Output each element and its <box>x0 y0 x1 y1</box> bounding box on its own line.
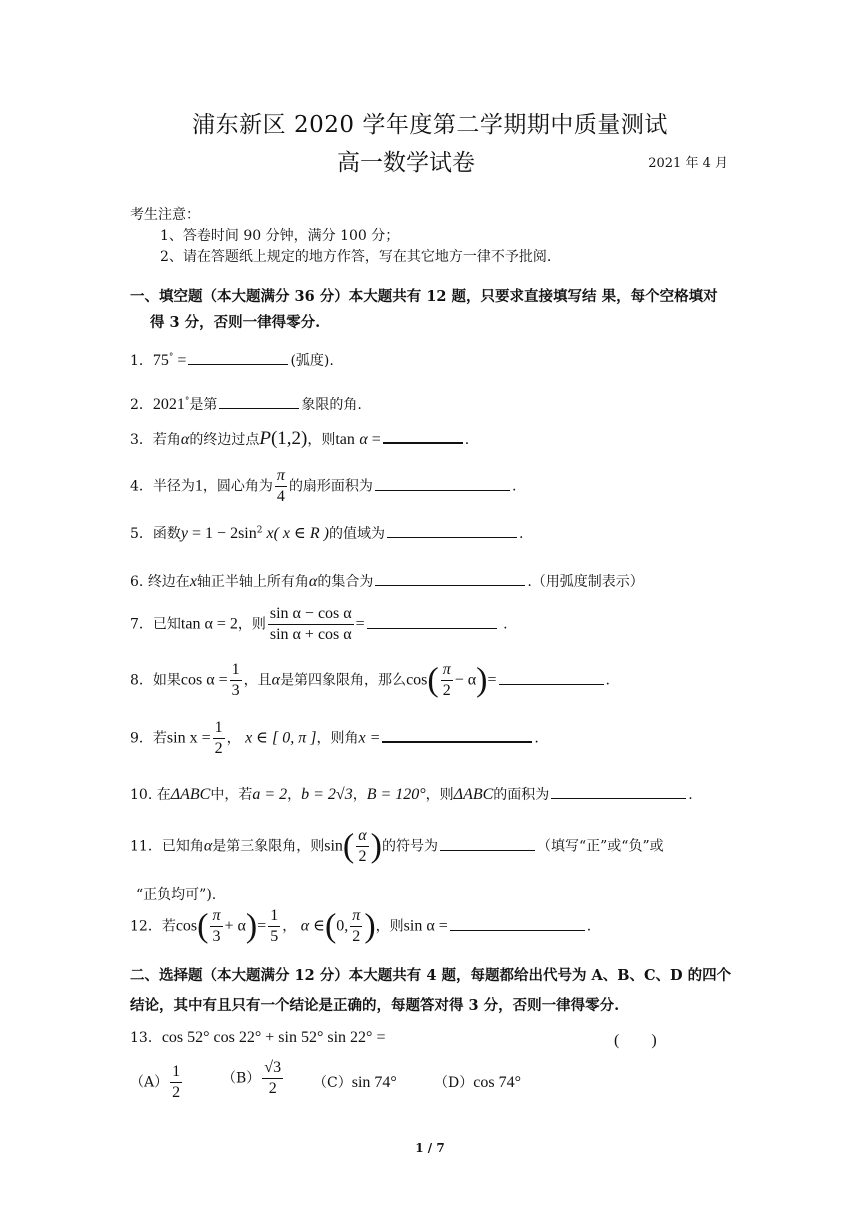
section-1-header: 一、填空题（本大题满分 36 分）本大题共有 12 题，只要求直接填写结 果，每个空格填对 <box>130 288 718 305</box>
answer-blank[interactable] <box>440 836 535 851</box>
answer-paren[interactable]: ( ) <box>614 1032 657 1049</box>
option-a[interactable]: （A） $\frac{1}{2}$ <box>130 1063 181 1101</box>
question-5: 5．函数$y = 1 - 2\sin^2$ x( x ∈ R )的值域为 . <box>130 525 524 542</box>
answer-blank[interactable] <box>219 394 299 409</box>
question-1: 1．75° = (弧度). <box>130 352 334 369</box>
question-2: 2．2021°是第 象限的角. <box>130 396 362 413</box>
option-d[interactable]: （D）cos 74° <box>434 1074 521 1091</box>
question-3: 3．若角α的终边过点P(1,2)，则tan α = . <box>130 428 470 449</box>
fraction: $\frac{\pi}{2}$ <box>352 907 361 945</box>
question-11: 11．已知角α是第三象限角，则sin( $\frac{\alpha}{2}$ )的符号为 （填写“正”或“负”或 <box>130 827 664 865</box>
notice-heading: 考生注意： <box>130 207 200 223</box>
option-b[interactable]: （B） $\frac{√3}{2}$ <box>222 1059 282 1097</box>
fraction: $\frac{\pi}{4}$ <box>276 467 285 505</box>
notice-item: 1、答卷时间 90 分钟，满分 100 分； <box>160 228 400 244</box>
question-9: 9．若sin x = $\frac{1}{2}$ ， x ∈ [ 0, π ]，则角x = . <box>130 719 539 757</box>
answer-blank[interactable] <box>375 571 525 586</box>
answer-blank[interactable] <box>387 523 517 538</box>
fraction: $\frac{1}{2}$ <box>172 1063 181 1101</box>
answer-blank[interactable] <box>375 476 510 491</box>
fraction: $\frac{1}{5}$ <box>270 907 279 945</box>
question-11-cont: “正负均可”). <box>136 887 217 903</box>
question-10: 10. 在ΔABC中，若a = 2，b = 2√3，B = 120°，则ΔABC的面积为 . <box>130 786 693 803</box>
answer-blank[interactable] <box>499 670 604 685</box>
exam-title: 浦东新区 2020 学年度第二学期期中质量测试 <box>192 112 668 138</box>
fraction: $\frac{√3}{2}$ <box>264 1059 282 1097</box>
exam-subtitle: 高一数学试卷 <box>337 150 475 176</box>
fraction: $\frac{\text{sin α − cos α}}{\text{sin α + cos α}}$ <box>269 605 352 643</box>
answer-blank[interactable] <box>383 428 463 444</box>
section-2-header-cont: 结论，其中有且只有一个结论是正确的，每题答对得 3 分，否则一律得零分. <box>130 997 620 1014</box>
answer-blank[interactable] <box>551 784 686 799</box>
page-number: 1 / 7 <box>415 1141 445 1155</box>
answer-blank[interactable] <box>450 916 585 931</box>
answer-blank[interactable] <box>367 614 497 629</box>
question-7: 7．已知tan α = 2，则 $\frac{\text{sin α − cos α}}{\text{sin α + cos α}}$ = . <box>130 605 508 643</box>
fraction: $\frac{\pi}{2}$ <box>442 661 451 699</box>
answer-blank[interactable] <box>382 727 532 743</box>
question-4: 4．半径为1，圆心角为 $\frac{\pi}{4}$ 的扇形面积为 . <box>130 467 517 505</box>
section-2-header: 二、选择题（本大题满分 12 分）本大题共有 4 题，每题都给出代号为 A、B、C、D 的四个 <box>130 967 732 984</box>
fraction: $\frac{\alpha}{2}$ <box>358 827 367 865</box>
notice-item: 2、请在答题纸上规定的地方作答，写在其它地方一律不予批阅. <box>160 249 552 265</box>
question-12: 12．若cos( $\frac{\pi}{3}$ + α)= $\frac{1}{5}$ ， α ∈(0, $\frac{\pi}{2}$ )，则sin α = . <box>130 907 592 945</box>
question-6: 6. 终边在x轴正半轴上所有角α的集合为 .（用弧度制表示） <box>130 573 644 590</box>
option-c[interactable]: （C）sin 74° <box>313 1074 397 1091</box>
question-8: 8．如果cos α = $\frac{1}{3}$ ，且α是第四象限角，那么cos( $\frac{\pi}{2}$ − α)= . <box>130 661 610 699</box>
fraction: $\frac{1}{2}$ <box>214 719 223 757</box>
section-1-header-cont: 得 3 分，否则一律得零分. <box>150 314 321 331</box>
fraction: $\frac{\pi}{3}$ <box>212 907 221 945</box>
answer-blank[interactable] <box>188 350 288 365</box>
question-13: 13．cos 52° cos 22° + sin 52° sin 22° = <box>130 1029 386 1046</box>
fraction: $\frac{1}{3}$ <box>231 661 240 699</box>
exam-date: 2021 年 4 月 <box>648 156 728 171</box>
